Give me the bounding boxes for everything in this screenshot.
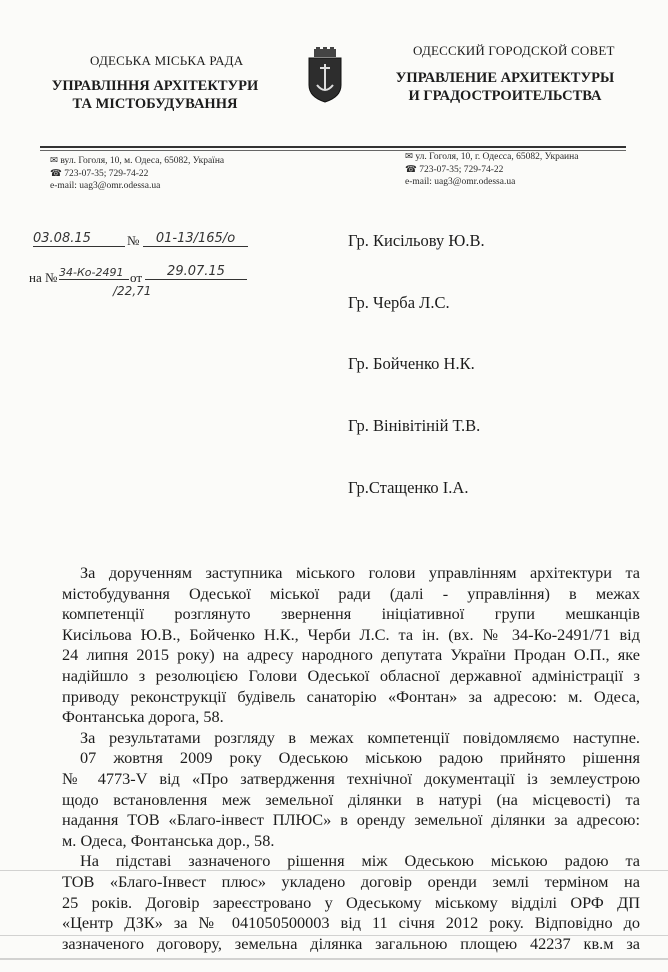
address-ua: вул. Гоголя, 10, м. Одеса, 65082, Україна <box>60 156 225 166</box>
header-divider <box>40 146 626 148</box>
reply-date: 29.07.15 <box>145 264 247 280</box>
email-ua: e-mail: uag3@omr.odessa.ua <box>50 181 161 191</box>
scan-artifact <box>0 958 668 960</box>
body-line: Кисільова Ю.В., Бойченко Н.К., Черби Л.С. та ін. (вх. № 34-Ко-2491/71 від <box>62 624 640 644</box>
department-name-ru-line1: УПРАВЛЕНИЕ АРХИТЕКТУРЫ <box>395 70 615 86</box>
body-line: 07 жовтня 2009 року Одеською міською радою прийнято рішення <box>80 748 640 768</box>
address-ru: ул. Гоголя, 10, г. Одесса, 65082, Украина <box>415 152 579 162</box>
body-line: зазначеного договору, земельна ділянка загальною площею 42237 кв.м за <box>62 933 640 953</box>
scan-artifact <box>0 870 668 871</box>
envelope-icon: ✉ <box>405 152 413 162</box>
department-name-ua <box>30 77 280 113</box>
reply-number: 34-Ко-2491 <box>59 266 129 280</box>
body-line: містобудування Одеської міської ради (далі - управління) в межах <box>62 583 640 603</box>
contacts-ru <box>405 151 578 189</box>
body-line: Фонтанська дорога, 58. <box>62 707 224 727</box>
from-label: от <box>130 270 143 285</box>
reply-label: на № <box>29 270 58 285</box>
body-line: На підставі зазначеного рішення між Одеською міською радою та <box>80 851 640 871</box>
body-line: 24 липня 2015 року) на адресу народного депутата України Продан О.П., яке <box>62 645 640 665</box>
body-line: надання ТОВ «Благо-інвест ПЛЮС» в оренду земельної ділянки за адресою: <box>62 810 640 830</box>
letter-body <box>62 563 640 954</box>
recipient: Гр. Бойченко Н.К. <box>348 354 475 373</box>
contacts-ua <box>50 155 224 193</box>
outgoing-date: 03.08.15 <box>33 231 125 247</box>
department-name-ru <box>390 69 620 105</box>
body-line: надійшло з резолюцією Голови Одеської обласної державної адміністрації з <box>62 665 640 685</box>
odesa-coat-of-arms-icon <box>305 47 345 103</box>
body-line: приводу реконструкції будівель санаторію «Фонтан» за адресою: м. Одеса, <box>62 686 640 706</box>
department-name-ru-line2: И ГРАДОСТРОИТЕЛЬСТВА <box>408 88 602 104</box>
outgoing-number: 01-13/165/о <box>143 231 248 247</box>
body-line: За результатами розгляду в межах компетенції повідомляємо наступне. <box>80 727 640 747</box>
department-name-ua-line1: УПРАВЛІННЯ АРХІТЕКТУРИ <box>51 78 259 94</box>
phone-icon: ☎ <box>50 168 62 179</box>
recipient: Гр. Вінівітіній Т.В. <box>348 416 481 435</box>
recipient: Гр.Стащенко І.А. <box>348 478 469 497</box>
body-line: «Центр ДЗК» за № 041050500003 від 11 січня 2012 року. Відповідно до <box>62 913 640 933</box>
body-line: № 4773-V від «Про затвердження технічної документації із землеустрою <box>62 768 640 788</box>
reply-number-suffix: /22,71 <box>113 284 152 298</box>
phone-ua: 723-07-35; 729-74-22 <box>64 168 149 179</box>
envelope-icon: ✉ <box>50 156 58 166</box>
body-line: м. Одеса, Фонтанська дор., 58. <box>62 830 275 850</box>
phone-icon: ☎ <box>405 164 417 175</box>
body-line: щодо встановлення меж земельної ділянки в натурі (на місцевості) та <box>62 789 640 809</box>
body-line: За дорученням заступника міського голови управлінням архітектури та <box>80 563 640 582</box>
department-name-ua-line2: ТА МІСТОБУДУВАННЯ <box>72 96 238 112</box>
scan-artifact <box>0 935 668 936</box>
body-line: 25 років. Договір зареєстровано у Одеському міському відділі ОРФ ДП <box>62 892 640 912</box>
body-line: компетенції розглянуто звернення ініціативної групи мешканців <box>62 604 640 624</box>
email-ru: e-mail: uag3@omr.odessa.ua <box>405 177 516 187</box>
council-name-ua: ОДЕСЬКА МІСЬКА РАДА <box>90 53 244 68</box>
recipient: Гр. Кисільову Ю.В. <box>348 231 485 250</box>
number-label: № <box>127 233 140 248</box>
council-name-ru: ОДЕССКИЙ ГОРОДСКОЙ СОВЕТ <box>413 43 615 58</box>
recipient: Гр. Черба Л.С. <box>348 293 450 312</box>
body-line: ТОВ «Благо-Інвест плюс» укладено договір оренди землі терміном на <box>62 871 640 891</box>
phone-ru: 723-07-35; 729-74-22 <box>419 164 504 175</box>
